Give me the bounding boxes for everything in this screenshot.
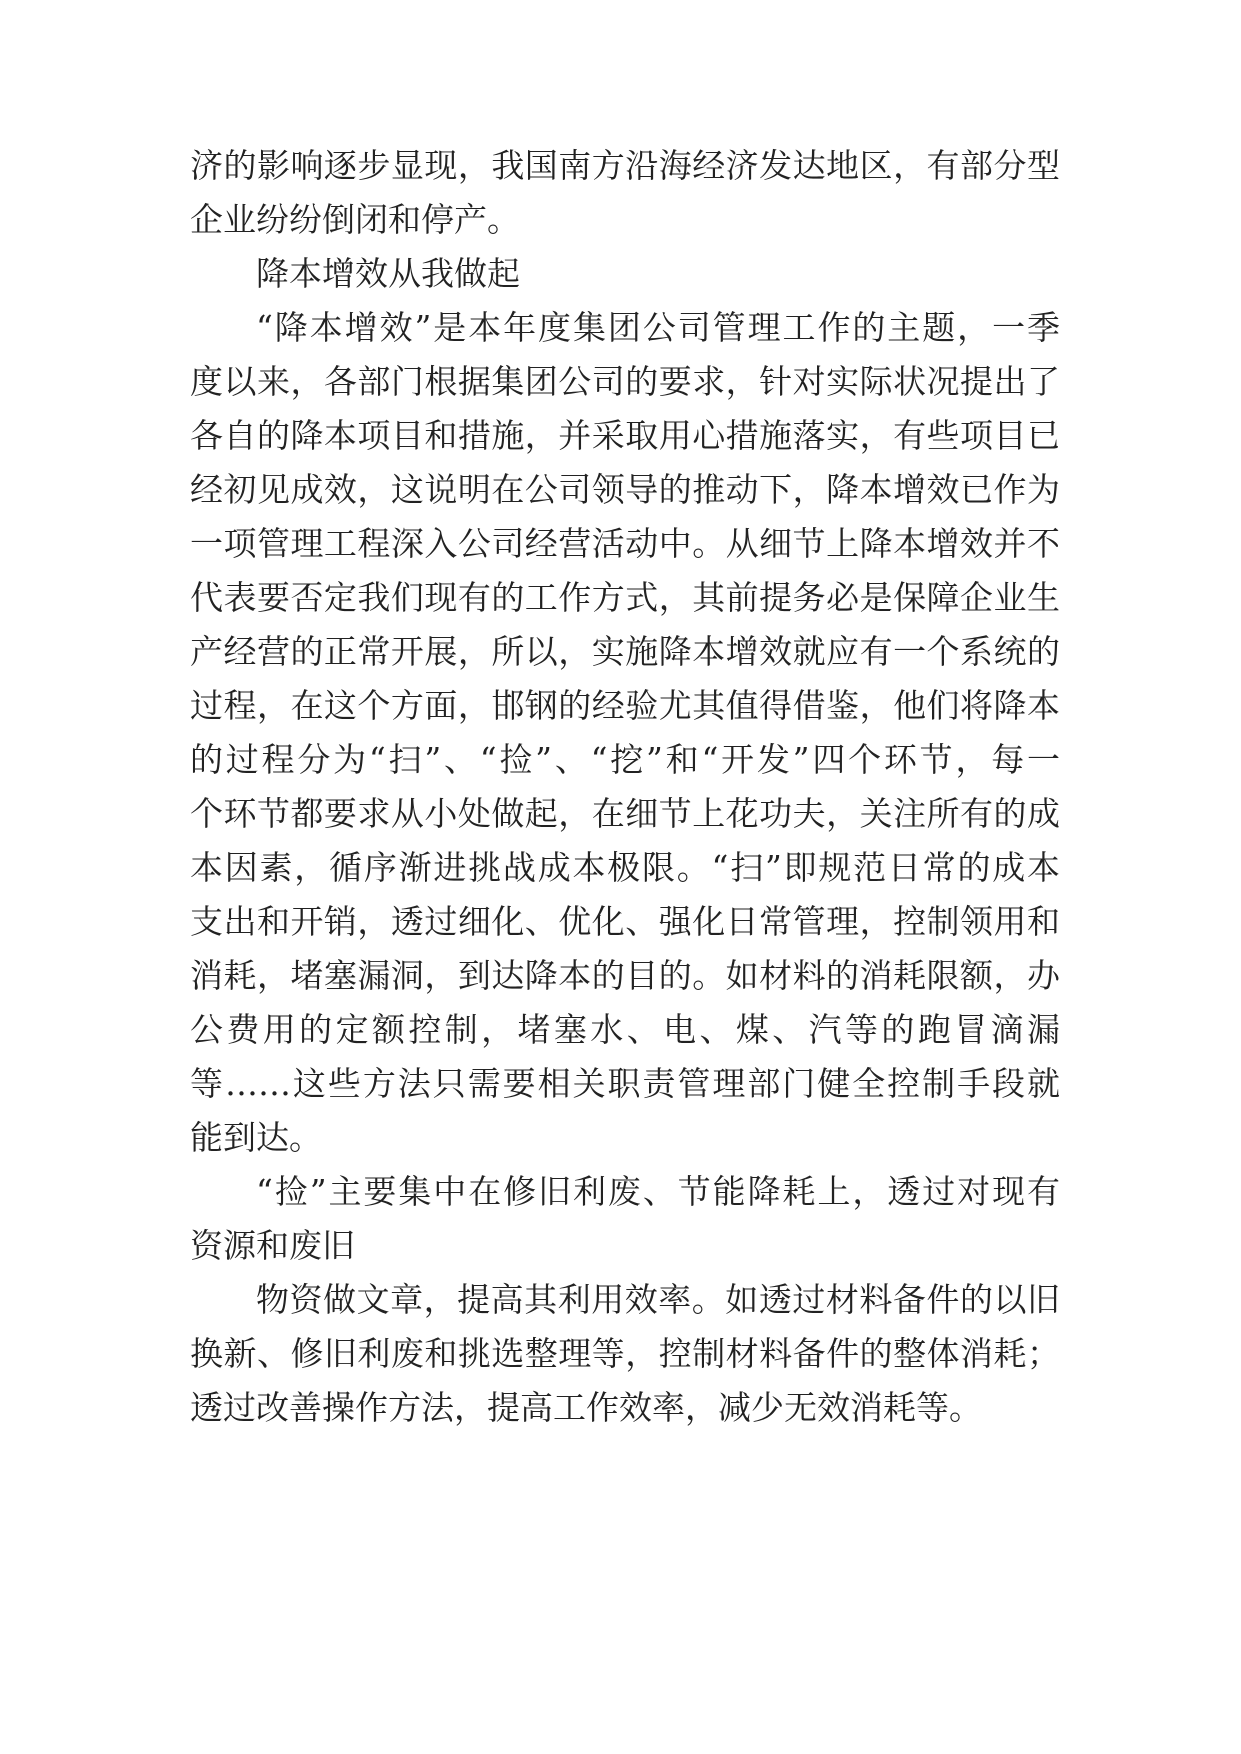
text-line: “降本增效”是本年度集团公司管理工作的主题，一季 <box>256 308 1060 347</box>
text-line: 代表要否定我们现有的工作方式，其前提务必是保障企业生 <box>190 578 1060 617</box>
text-line: “捡”主要集中在修旧利废、节能降耗上，透过对现有 <box>256 1172 1060 1211</box>
text-line: 资源和废旧 <box>190 1226 355 1265</box>
section-heading: 降本增效从我做起 <box>256 254 520 293</box>
text-line: 本因素，循序渐进挑战成本极限。“扫”即规范日常的成本 <box>190 848 1060 887</box>
text-line: 产经营的正常开展，所以，实施降本增效就应有一个系统的 <box>190 632 1060 671</box>
text-line: 等……这些方法只需要相关职责管理部门健全控制手段就 <box>190 1064 1060 1103</box>
text-line: 过程，在这个方面，邯钢的经验尤其值得借鉴，他们将降本 <box>190 686 1060 725</box>
text-line: 济的影响逐步显现，我国南方沿海经济发达地区，有部分型 <box>190 146 1060 185</box>
text-line: 消耗，堵塞漏洞，到达降本的目的。如材料的消耗限额，办 <box>190 956 1060 995</box>
text-line: 物资做文章，提高其利用效率。如透过材料备件的以旧 <box>256 1280 1060 1319</box>
text-line: 能到达。 <box>190 1118 322 1157</box>
text-line: 个环节都要求从小处做起，在细节上花功夫，关注所有的成 <box>190 794 1060 833</box>
text-line: 公费用的定额控制，堵塞水、电、煤、汽等的跑冒滴漏 <box>190 1010 1060 1049</box>
text-line: 换新、修旧利废和挑选整理等，控制材料备件的整体消耗； <box>190 1334 1060 1373</box>
text-line: 一项管理工程深入公司经营活动中。从细节上降本增效并不 <box>190 524 1060 563</box>
text-line: 的过程分为“扫”、“捡”、“挖”和“开发”四个环节，每一 <box>190 740 1060 779</box>
text-line: 经初见成效，这说明在公司领导的推动下，降本增效已作为 <box>190 470 1060 509</box>
text-line: 企业纷纷倒闭和停产。 <box>190 200 520 239</box>
text-line: 支出和开销，透过细化、优化、强化日常管理，控制领用和 <box>190 902 1060 941</box>
text-line: 各自的降本项目和措施，并采取用心措施落实，有些项目已 <box>190 416 1060 455</box>
text-line: 度以来，各部门根据集团公司的要求，针对实际状况提出了 <box>190 362 1060 401</box>
text-line: 透过改善操作方法，提高工作效率，减少无效消耗等。 <box>190 1388 982 1427</box>
